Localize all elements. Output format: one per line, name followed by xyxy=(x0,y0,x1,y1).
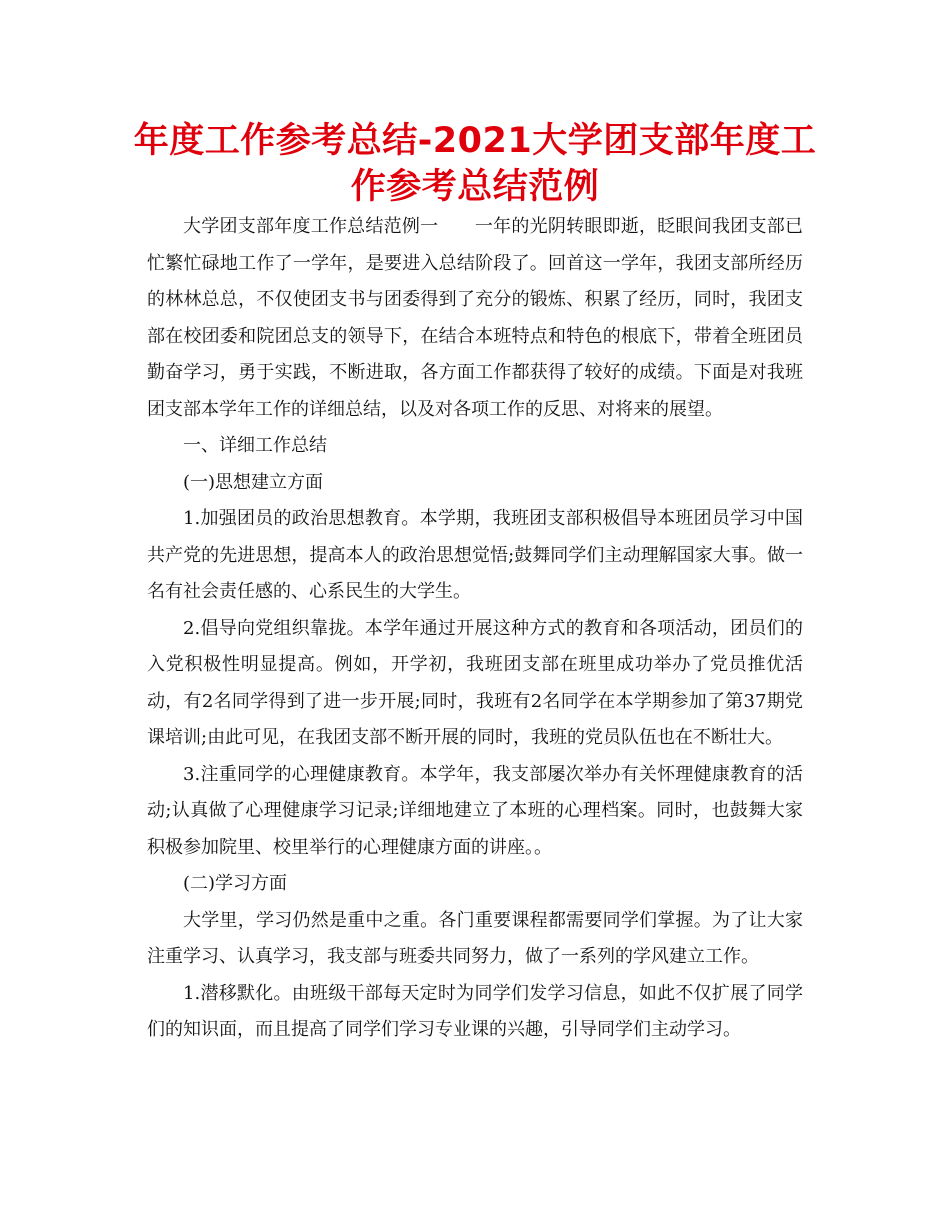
document-title: 年度工作参考总结-2021大学团支部年度工作参考总结范例 xyxy=(133,121,817,207)
paragraph: 大学里，学习仍然是重中之重。各门重要课程都需要同学们掌握。为了让大家注重学习、认真学习，我支部与班委共同努力，做了一系列的学风建立工作。 xyxy=(147,909,803,967)
paragraph: 大学团支部年度工作总结范例一 一年的光阴转眼即逝，眨眼间我团支部已忙繁忙碌地工作了一学年，是要进入总结阶段了。回首这一学年，我团支部所经历的林林总总，不仅使团支书与团委得到了充分的锻炼、积累了经历，同时，我团支部在校团委和院团总支的领导下，在结合本班特点和特色的根底下，带着全班团员勤奋学习，勇于实践，不断进取，各方面工作都获得了较好的成绩。下面是对我班团支部本学年工作的详细总结，以及对各项工作的反思、对将来的展望。 xyxy=(147,216,803,420)
subsection-heading: (一)思想建立方面 xyxy=(183,471,324,493)
section-heading: 一、详细工作总结 xyxy=(183,435,327,456)
document-body xyxy=(147,209,803,1049)
paragraph: 1.加强团员的政治思想教育。本学期，我班团支部积极倡导本班团员学习中国共产党的先进思想，提高本人的政治思想觉悟;鼓舞同学们主动理解国家大事。做一名有社会责任感的、心系民生的大学生。 xyxy=(147,508,803,602)
paragraph: 1.潜移默化。由班级干部每天定时为同学们发学习信息，如此不仅扩展了同学们的知识面，而且提高了同学们学习专业课的兴趣，引导同学们主动学习。 xyxy=(147,982,803,1040)
paragraph: 2.倡导向党组织靠拢。本学年通过开展这种方式的教育和各项活动，团员们的入党积极性明显提高。例如，开学初，我班团支部在班里成功举办了党员推优活动，有2名同学得到了进一步开展;同时，我班有2名同学在本学期参加了第37期党课培训;由此可见，在我团支部不断开展的同时，我班的党员队伍也在不断壮大。 xyxy=(147,617,803,748)
paragraph: 3.注重同学的心理健康教育。本学年，我支部屡次举办有关怀理健康教育的活动;认真做了心理健康学习记录;详细地建立了本班的心理档案。同时，也鼓舞大家积极参加院里、校里举行的心理健康方面的讲座。。 xyxy=(147,763,803,858)
subsection-heading: (二)学习方面 xyxy=(183,873,288,894)
